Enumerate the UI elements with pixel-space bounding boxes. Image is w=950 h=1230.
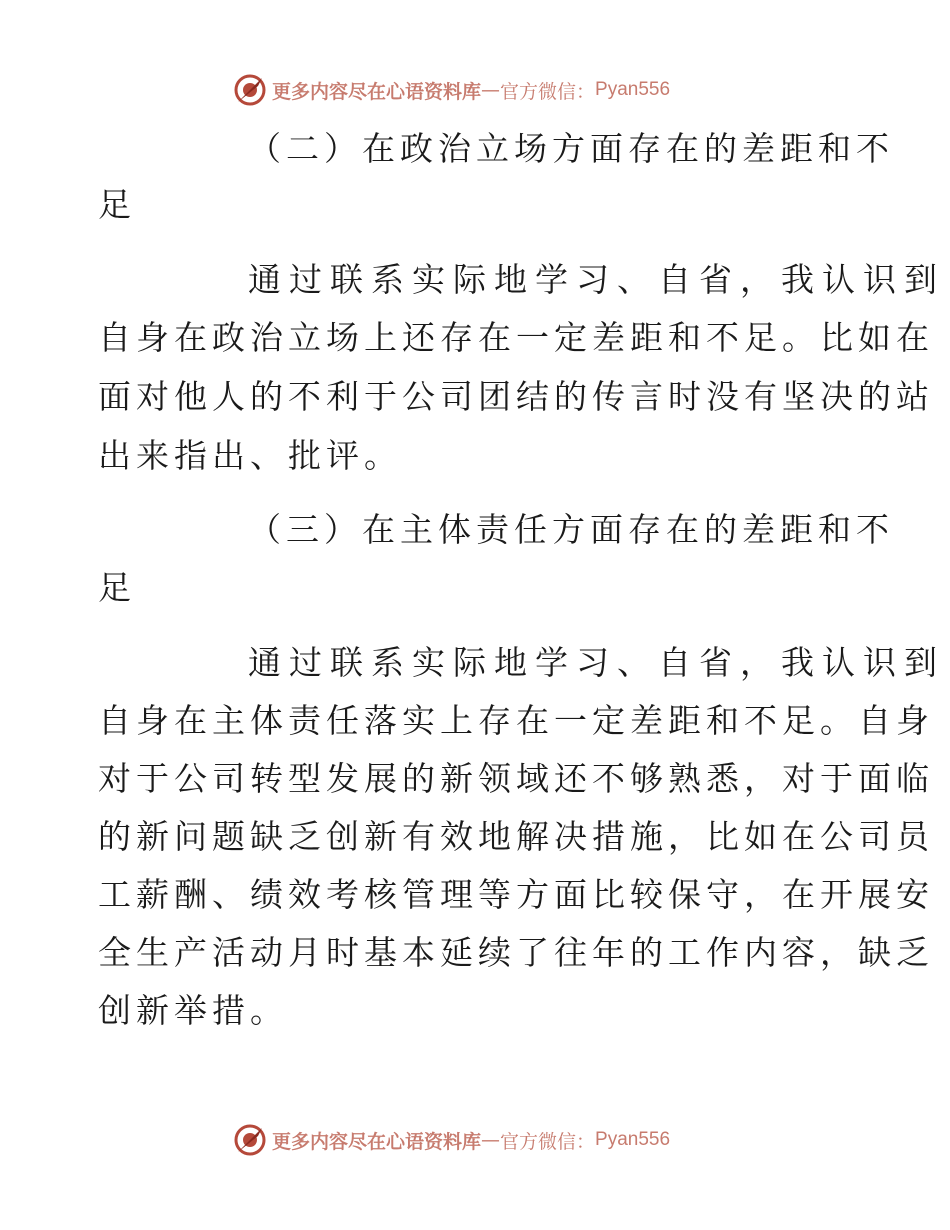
watermark-dash: —: [481, 1129, 501, 1151]
watermark-label: 官方微信：: [500, 1130, 596, 1153]
watermark-text: 更多内容尽在心语资料库: [272, 80, 482, 103]
paragraph-line: 对于公司转型发展的新领域还不够熟悉，对于面临: [98, 759, 934, 798]
watermark-label: 官方微信：: [500, 80, 596, 103]
watermark-dash: —: [481, 79, 501, 101]
footer-watermark: [232, 1120, 670, 1160]
section-heading: （二）在政治立场方面存在的差距和不: [248, 129, 894, 168]
watermark-text: 更多内容尽在心语资料库: [272, 1130, 482, 1153]
paragraph-line: 自身在主体责任落实上存在一定差距和不足。自身: [98, 701, 934, 740]
section-heading: （三）在主体责任方面存在的差距和不: [248, 510, 894, 549]
paragraph-line: 的新问题缺乏创新有效地解决措施，比如在公司员: [98, 817, 934, 856]
paragraph-line: 面对他人的不利于公司团结的传言时没有坚决的站: [98, 377, 934, 416]
paragraph-line: 出来指出、批评。: [98, 436, 402, 475]
watermark-id: Pyan556: [595, 1129, 671, 1150]
section-heading-cont: 足: [98, 185, 131, 224]
paragraph-line: 自身在政治立场上还存在一定差距和不足。比如在: [98, 318, 934, 357]
watermark-id: Pyan556: [595, 79, 671, 100]
quill-logo-icon: [232, 72, 268, 108]
paragraph-line: 创新举措。: [98, 991, 288, 1030]
section-heading-cont: 足: [98, 568, 131, 607]
paragraph-line: 工薪酬、绩效考核管理等方面比较保守，在开展安: [98, 875, 934, 914]
paragraph-line: 通过联系实际地学习、自省，我认识到: [248, 643, 945, 682]
header-watermark: [232, 70, 670, 110]
paragraph-line: 全生产活动月时基本延续了往年的工作内容，缺乏: [98, 933, 934, 972]
quill-logo-icon: [232, 1122, 268, 1158]
paragraph-line: 通过联系实际地学习、自省，我认识到: [248, 260, 945, 299]
